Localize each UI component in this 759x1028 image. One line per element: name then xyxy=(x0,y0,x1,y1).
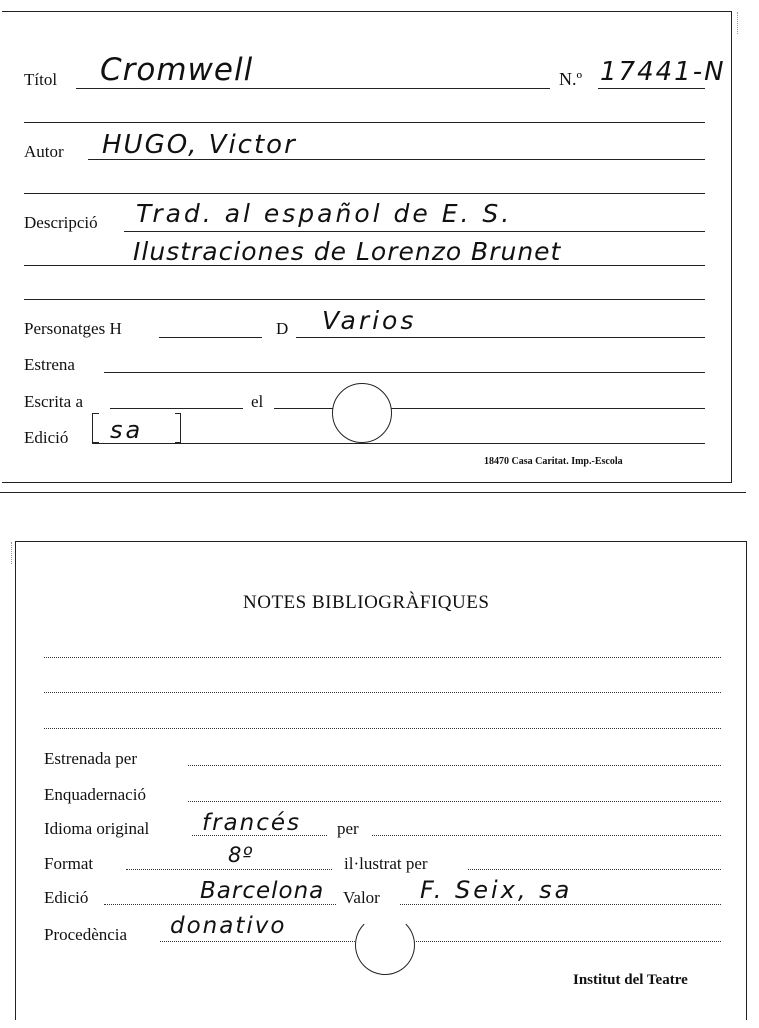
binding-label: Enquadernació xyxy=(44,785,146,804)
premiered-by-line xyxy=(188,765,721,766)
language-by-line xyxy=(372,835,721,836)
printer-imprint: 18470 Casa Caritat. Imp.-Escola xyxy=(484,456,623,467)
value-value: F. Seix, sa xyxy=(420,876,573,904)
edition-place-line xyxy=(104,904,336,905)
notes-line-2 xyxy=(44,692,721,693)
edition-place-label: Edició xyxy=(44,888,89,907)
description-line-1 xyxy=(124,231,705,232)
written-place-line xyxy=(110,408,243,409)
premiere-label: Estrena xyxy=(24,355,75,374)
title-line xyxy=(76,88,550,89)
notes-heading: NOTES BIBLIOGRÀFIQUES xyxy=(243,592,490,613)
characters-h-line xyxy=(159,337,262,338)
premiere-line xyxy=(104,372,705,373)
punch-hole-2 xyxy=(355,915,415,975)
value-label: Valor xyxy=(343,888,380,907)
card2-edge-marks xyxy=(5,542,12,564)
edition-place-value: Barcelona xyxy=(200,878,325,904)
provenance-label: Procedència xyxy=(44,925,128,944)
card-divider xyxy=(0,492,746,493)
edition-bracket-left xyxy=(92,413,99,443)
notes-line-1 xyxy=(44,657,721,658)
provenance-value: donativo xyxy=(170,913,287,939)
edition-bracket-right xyxy=(175,413,181,443)
format-line xyxy=(126,869,332,870)
title-value: Cromwell xyxy=(100,52,254,88)
format-value: 8º xyxy=(228,843,254,867)
punch-hole xyxy=(332,383,392,443)
binding-line xyxy=(188,801,721,802)
description-value-1: Trad. al español de E. S. xyxy=(136,199,513,228)
card-edge-marks xyxy=(737,12,746,34)
edition-value: sa xyxy=(110,416,144,444)
premiered-by-label: Estrenada per xyxy=(44,749,137,768)
number-label: N.º xyxy=(559,69,583,89)
author-label: Autor xyxy=(24,142,64,161)
number-value: 17441-N xyxy=(600,57,726,87)
description-value-2: Ilustraciones de Lorenzo Brunet xyxy=(133,237,562,266)
language-by-label: per xyxy=(337,819,359,838)
description-label: Descripció xyxy=(24,213,98,232)
illustrated-by-line xyxy=(468,869,721,870)
written-on-label: el xyxy=(251,392,264,411)
characters-d-value: Varios xyxy=(322,306,417,335)
title-label: Títol xyxy=(24,70,58,89)
illustrated-by-label: il·lustrat per xyxy=(344,854,428,873)
edition-label: Edició xyxy=(24,428,69,447)
description-line-3 xyxy=(24,299,705,300)
characters-label: Personatges H xyxy=(24,319,122,338)
value-line xyxy=(400,904,721,905)
written-label: Escrita a xyxy=(24,392,83,411)
characters-d-label: D xyxy=(276,319,289,338)
original-language-label: Idioma original xyxy=(44,819,150,838)
number-line xyxy=(598,88,705,89)
provenance-line xyxy=(160,941,721,942)
notes-line-3 xyxy=(44,728,721,729)
characters-d-line xyxy=(296,337,705,338)
format-label: Format xyxy=(44,854,94,873)
institution-label: Institut del Teatre xyxy=(573,972,688,988)
author-extra-line xyxy=(24,193,705,194)
author-value: HUGO, Victor xyxy=(102,130,297,160)
original-language-value: francés xyxy=(202,810,302,836)
title-extra-line xyxy=(24,122,705,123)
edition-line xyxy=(92,443,705,444)
